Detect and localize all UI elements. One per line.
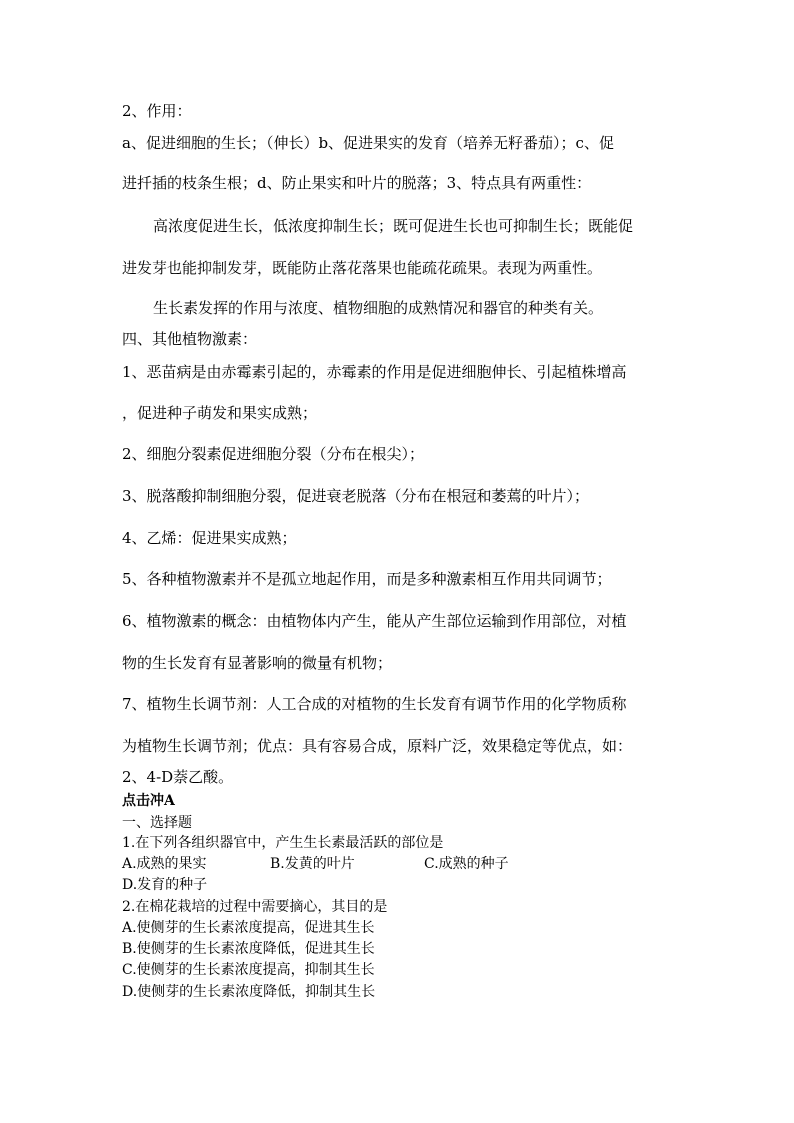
quiz-section-heading: 一、选择题 xyxy=(122,815,192,831)
paragraph-line: 生长素发挥的作用与浓度、植物细胞的成熟情况和器官的种类有关。 xyxy=(153,299,604,317)
question-1-option-b: B.发黄的叶片 xyxy=(270,856,355,872)
paragraph-line: 2、4-D萘乙酸。 xyxy=(122,768,234,786)
paragraph-line: 5、各种植物激素并不是孤立地起作用，而是多种激素相互作用共同调节； xyxy=(122,570,612,588)
paragraph-line: a、促进细胞的生长；（伸长）b、促进果实的发育（培养无籽番茄）；c、促 xyxy=(122,134,614,152)
question-1-option-c: C.成熟的种子 xyxy=(424,856,509,872)
paragraph-line: 3、脱落酸抑制细胞分裂，促进衰老脱落（分布在根冠和萎蔫的叶片）； xyxy=(122,487,590,505)
question-1-option-a: A.成熟的果实 xyxy=(122,856,207,872)
paragraph-line: ，促进种子萌发和果实成熟； xyxy=(122,404,318,422)
question-2-option-d: D.使侧芽的生长素浓度降低，抑制其生长 xyxy=(122,984,376,1000)
paragraph-line: 6、植物激素的概念：由植物体内产生，能从产生部位运输到作用部位，对植 xyxy=(122,612,627,630)
paragraph-line: 进扦插的枝条生根；d、防止果实和叶片的脱落；3、特点具有两重性： xyxy=(122,174,592,192)
paragraph-line: 2、细胞分裂素促进细胞分裂（分布在根尖）； xyxy=(122,445,425,463)
paragraph-line: 为植物生长调节剂；优点：具有容易合成，原料广泛，效果稳定等优点，如： xyxy=(122,737,633,755)
question-1-options-row xyxy=(122,855,509,873)
quiz-title: 点击冲A xyxy=(122,793,175,809)
section-heading-other-hormones: 四、其他植物激素： xyxy=(122,330,258,348)
question-2-option-c: C.使侧芽的生长素浓度提高，抑制其生长 xyxy=(122,962,375,978)
question-2-stem: 2.在棉花栽培的过程中需要摘心，其目的是 xyxy=(122,899,388,915)
paragraph-line: 物的生长发育有显著影响的微量有机物； xyxy=(122,654,393,672)
question-2-option-b: B.使侧芽的生长素浓度降低，促进其生长 xyxy=(122,941,375,957)
paragraph-line: 进发芽也能抑制发芽，既能防止落花落果也能疏花疏果。表现为两重性。 xyxy=(122,259,603,277)
paragraph-line: 7、植物生长调节剂：人工合成的对植物的生长发育有调节作用的化学物质称 xyxy=(122,695,627,713)
paragraph-line: 4、乙烯：促进果实成熟； xyxy=(122,529,297,547)
paragraph-line: 1、恶苗病是由赤霉素引起的，赤霉素的作用是促进细胞伸长、引起植株增高 xyxy=(122,363,627,381)
paragraph-line: 高浓度促进生长，低浓度抑制生长；既可促进生长也可抑制生长；既能促 xyxy=(153,217,634,235)
question-2-option-a: A.使侧芽的生长素浓度提高，促进其生长 xyxy=(122,920,375,936)
question-1-stem: 1.在下列各组织器官中，产生生长素最活跃的部位是 xyxy=(122,835,444,851)
section-heading-function: 2、作用： xyxy=(122,102,192,120)
question-1-option-d: D.发育的种子 xyxy=(122,877,208,893)
